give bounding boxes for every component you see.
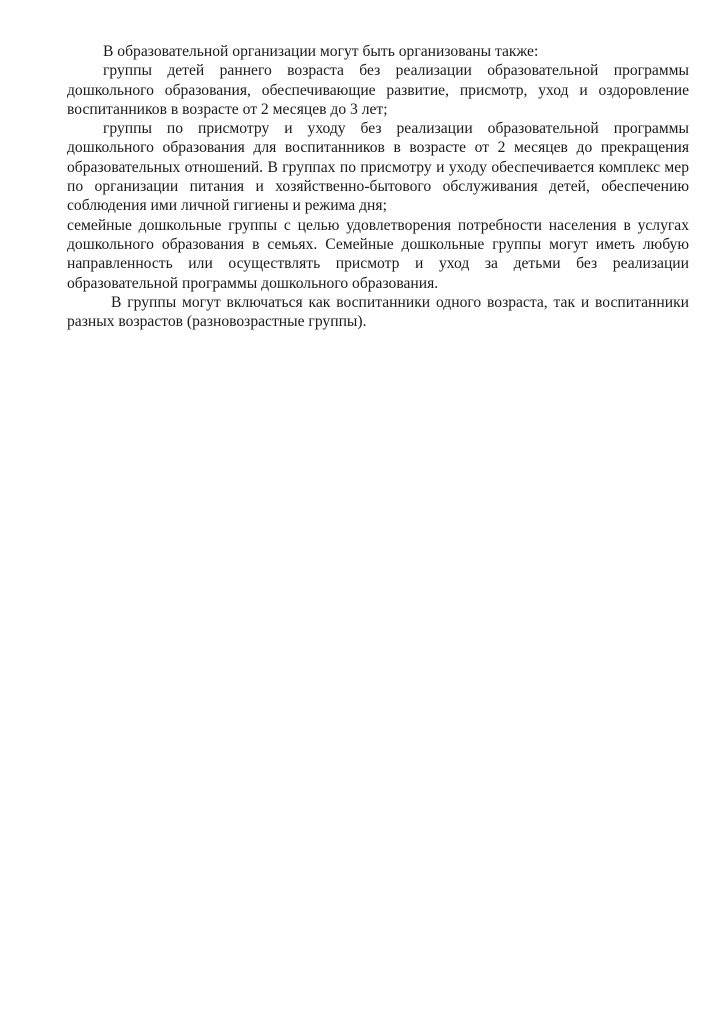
paragraph-mixed-age-groups: В группы могут включаться как воспитанники одного возраста, так и воспитанники разных возрастов (разновозрастные группы).	[67, 293, 689, 331]
paragraph-care-groups: группы по присмотру и уходу без реализации образовательной программы дошкольного образования для воспитанников в возрасте от 2 месяцев до прекращения образовательных отношений. В группах по присмотру и уходу обеспечивается комплекс мер по организации питания и хозяйственно-бытового обслуживания детей, обеспечению соблюдения ими личной гигиены и режима дня;	[67, 120, 689, 215]
paragraph-family-groups: семейные дошкольные группы с целью удовлетворения потребности населения в услугах дошкольного образования в семьях. Семейные дошкольные группы могут иметь любую направленность или осуществлять присмотр и уход за детьми без реализации образовательной программы дошкольного образования.	[67, 216, 689, 292]
paragraph-intro: В образовательной организации могут быть организованы также:	[103, 43, 539, 60]
paragraph-early-age-groups: группы детей раннего возраста без реализации образовательной программы дошкольного образования, обеспечивающие развитие, присмотр, уход и оздоровление воспитанников в возрасте от 2 месяцев до 3 лет;	[67, 62, 689, 118]
document-body	[67, 42, 689, 331]
